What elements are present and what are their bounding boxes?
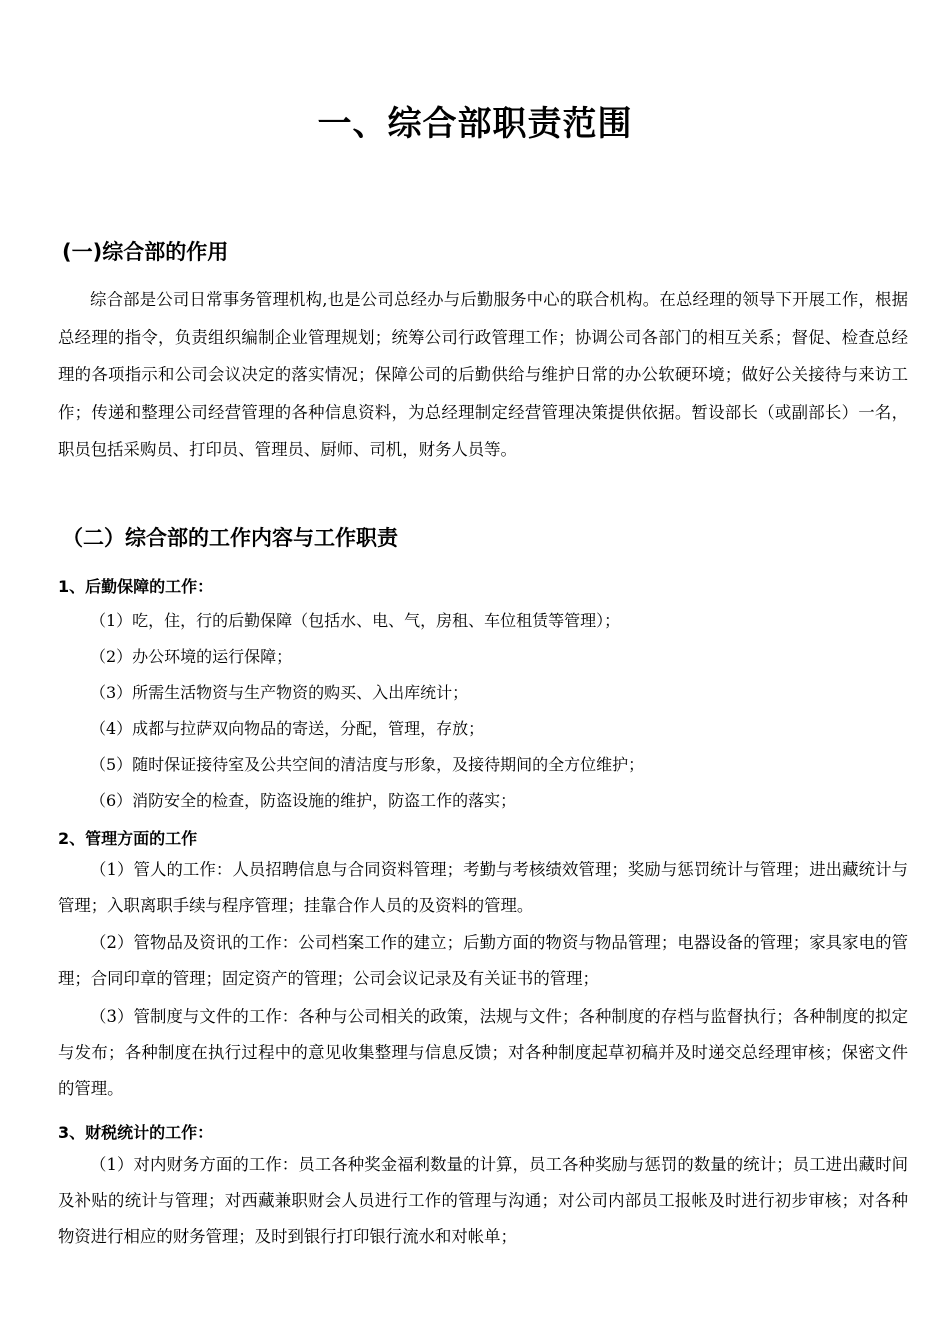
- management-paragraph: （1）管人的工作：人员招聘信息与合同资料管理；考勤与考核绩效管理；奖励与惩罚统计与管理；进出藏统计与管理；入职离职手续与程序管理；挂靠合作人员的及资料的管理。: [58, 860, 908, 915]
- logistics-item: （4）成都与拉萨双向物品的寄送，分配，管理，存放；: [90, 719, 485, 738]
- subsection-heading-logistics: 1、后勤保障的工作：: [58, 577, 214, 596]
- page-title: 一、综合部职责范围: [317, 104, 633, 144]
- role-paragraph: 综合部是公司日常事务管理机构,也是公司总经办与后勤服务中心的联合机构。在总经理的领导下开展工作，根据总经理的指令，负责组织编制企业管理规划；统筹公司行政管理工作；协调公司各部门的相互关系；督促、检查总经理的各项指示和公司会议决定的落实情况；保障公司的后勤供给与维护日常的办公软硬环境；做好公关接待与来访工作；传递和整理公司经营管理的各种信息资料，为总经理制定经营管理决策提供依据。暂设部长（或副部长）一名，职员包括采购员、打印员、管理员、厨师、司机，财务人员等。: [58, 290, 908, 459]
- logistics-item: （1）吃，住，行的后勤保障（包括水、电、气，房租、车位租赁等管理）；: [90, 611, 621, 630]
- logistics-item: （3）所需生活物资与生产物资的购买、入出库统计；: [90, 683, 469, 702]
- logistics-item: （5）随时保证接待室及公共空间的清洁度与形象，及接待期间的全方位维护；: [90, 755, 645, 774]
- subsection-heading-management: 2、管理方面的工作: [58, 829, 198, 848]
- logistics-item: （6）消防安全的检查，防盗设施的维护，防盗工作的落实；: [90, 791, 517, 810]
- management-paragraph: （2）管物品及资讯的工作：公司档案工作的建立；后勤方面的物资与物品管理；电器设备的管理；家具家电的管理；合同印章的管理；固定资产的管理；公司会议记录及有关证书的管理；: [58, 933, 908, 988]
- section-heading-duties: （二）综合部的工作内容与工作职责: [62, 526, 398, 550]
- management-paragraph: （3）管制度与文件的工作：各种与公司相关的政策，法规与文件；各种制度的存档与监督执行；各种制度的拟定与发布；各种制度在执行过程中的意见收集整理与信息反馈；对各种制度起草初稿并及时递交总经理审核；保密文件的管理。: [58, 1007, 908, 1098]
- finance-paragraph: （1）对内财务方面的工作：员工各种奖金福利数量的计算，员工各种奖励与惩罚的数量的统计；员工进出藏时间及补贴的统计与管理；对西藏兼职财会人员进行工作的管理与沟通；对公司内部员工报帐及时进行初步审核；对各种物资进行相应的财务管理；及时到银行打印银行流水和对帐单；: [58, 1155, 908, 1246]
- logistics-item: （2）办公环境的运行保障；: [90, 647, 293, 666]
- subsection-heading-finance: 3、财税统计的工作：: [58, 1123, 214, 1142]
- section-heading-role: (一)综合部的作用: [62, 240, 229, 264]
